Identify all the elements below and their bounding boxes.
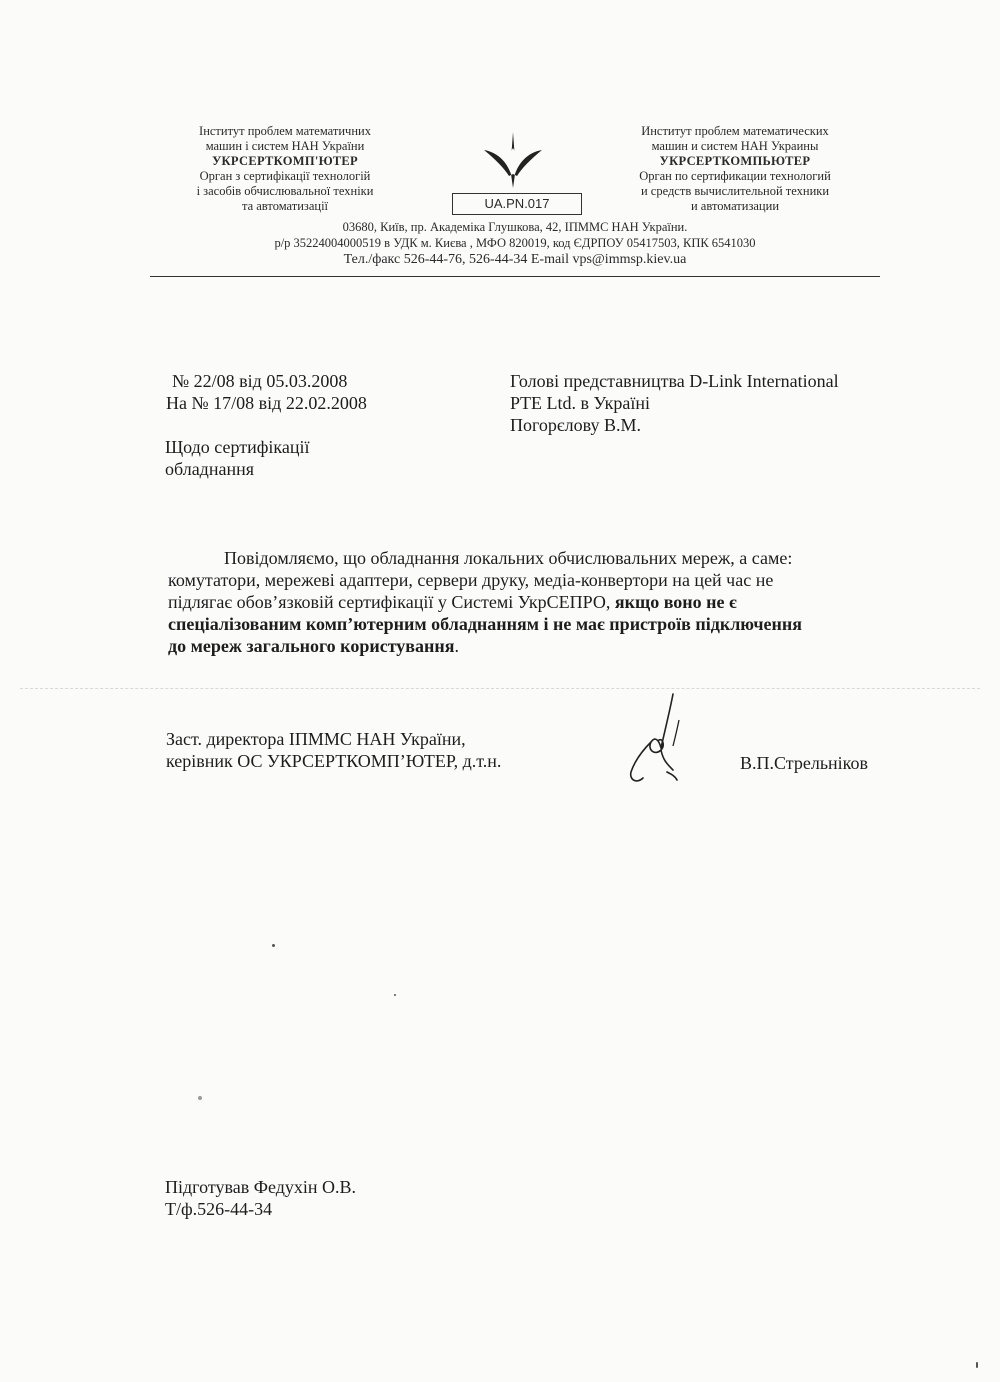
trident-certification-logo — [482, 130, 544, 192]
outgoing-reference: № 22/08 від 05.03.2008 — [172, 371, 348, 391]
letterhead-divider — [150, 276, 880, 277]
subject-line-1: Щодо сертифікації — [165, 437, 310, 457]
certification-code-box: UA.PN.017 — [452, 193, 582, 215]
body-line-2: комутатори, мережеві адаптери, сервери друку, медіа-конвертори на цей час не — [168, 570, 774, 590]
letterhead-left — [170, 124, 400, 214]
signatory-position-2: керівник ОС УКРСЕРТКОМП’ЮТЕР, д.т.н. — [166, 751, 502, 771]
body-line-3 — [168, 591, 868, 613]
postal-address: 03680, Київ, пр. Академіка Глушкова, 42, ІПММС НАН України. — [342, 220, 688, 234]
addressee-name: Погорєлову В.М. — [510, 415, 642, 435]
reference-block — [166, 370, 367, 414]
body-line-5 — [168, 635, 868, 657]
body-name-ru-2: и средств вычислительной техники — [640, 184, 830, 198]
body-line-5-bold: до мереж загального користування — [168, 636, 455, 656]
body-line-4 — [168, 613, 868, 635]
body-name-ua-2: і засобів обчислювальної техніки — [196, 184, 374, 198]
letter-body — [168, 547, 868, 657]
institute-name-ua-2: машин і систем НАН України — [205, 139, 365, 153]
body-name-ua-3: та автоматизації — [241, 199, 329, 213]
signatory-name: В.П.Стрельніков — [740, 753, 869, 773]
body-line-4-bold: спеціалізованим комп’ютерним обладнанням і не має пристроїв підключення — [168, 614, 802, 634]
addressee-block — [510, 370, 839, 436]
body-name-ru: Орган по сертификации технологий — [639, 169, 831, 183]
signatory-position-1: Заст. директора ІПММС НАН України, — [166, 729, 466, 749]
body-line-5-end: . — [454, 636, 459, 656]
letterhead-right — [610, 124, 860, 214]
prepared-by-phone: Т/ф.526-44-34 — [165, 1199, 273, 1219]
subject-line-2: обладнання — [165, 459, 255, 479]
scan-speck — [394, 994, 396, 996]
scan-speck — [198, 1096, 202, 1100]
org-name-ru: УКРСЕРТКОМПЬЮТЕР — [659, 154, 811, 168]
body-line-3-plain: підлягає обов’язковій сертифікації у Системі УкрСЕПРО, — [168, 592, 611, 612]
institute-name-ru-2: машин и систем НАН Украины — [651, 139, 819, 153]
institute-name-ua: Інститут проблем математичних — [199, 124, 371, 138]
addressee-line-1: Голові представництва D-Link International — [510, 371, 839, 391]
contact-details: Тел./факс 526-44-76, 526-44-34 E-mail vps@immsp.kiev.ua — [343, 252, 687, 267]
prepared-by: Підготував Федухін О.В. — [165, 1177, 357, 1197]
addressee-line-2: PTE Ltd. в Україні — [510, 393, 651, 413]
scan-speck — [976, 1362, 978, 1368]
institute-name-ru: Институт проблем математических — [641, 124, 829, 138]
body-line-3-bold: якщо воно не є — [610, 592, 737, 612]
prepared-by-block — [165, 1176, 356, 1220]
body-line-1: Повідомляємо, що обладнання локальних обчислювальних мереж, а саме: — [224, 548, 793, 568]
handwritten-signature — [615, 690, 695, 790]
body-name-ru-3: и автоматизации — [690, 199, 780, 213]
bank-details: р/р 35224004000519 в УДК м. Києва , МФО 820019, код ЄДРПОУ 05417503, КПК 6541030 — [274, 236, 756, 250]
org-name-ua: УКРСЕРТКОМП'ЮТЕР — [212, 154, 358, 168]
scan-speck — [272, 944, 275, 947]
paper-fold-line — [20, 688, 980, 689]
body-name-ua: Орган з сертифікації технологій — [199, 169, 371, 183]
incoming-reference: На № 17/08 від 22.02.2008 — [166, 393, 367, 413]
signatory-position — [166, 728, 501, 772]
subject-block — [165, 436, 310, 480]
